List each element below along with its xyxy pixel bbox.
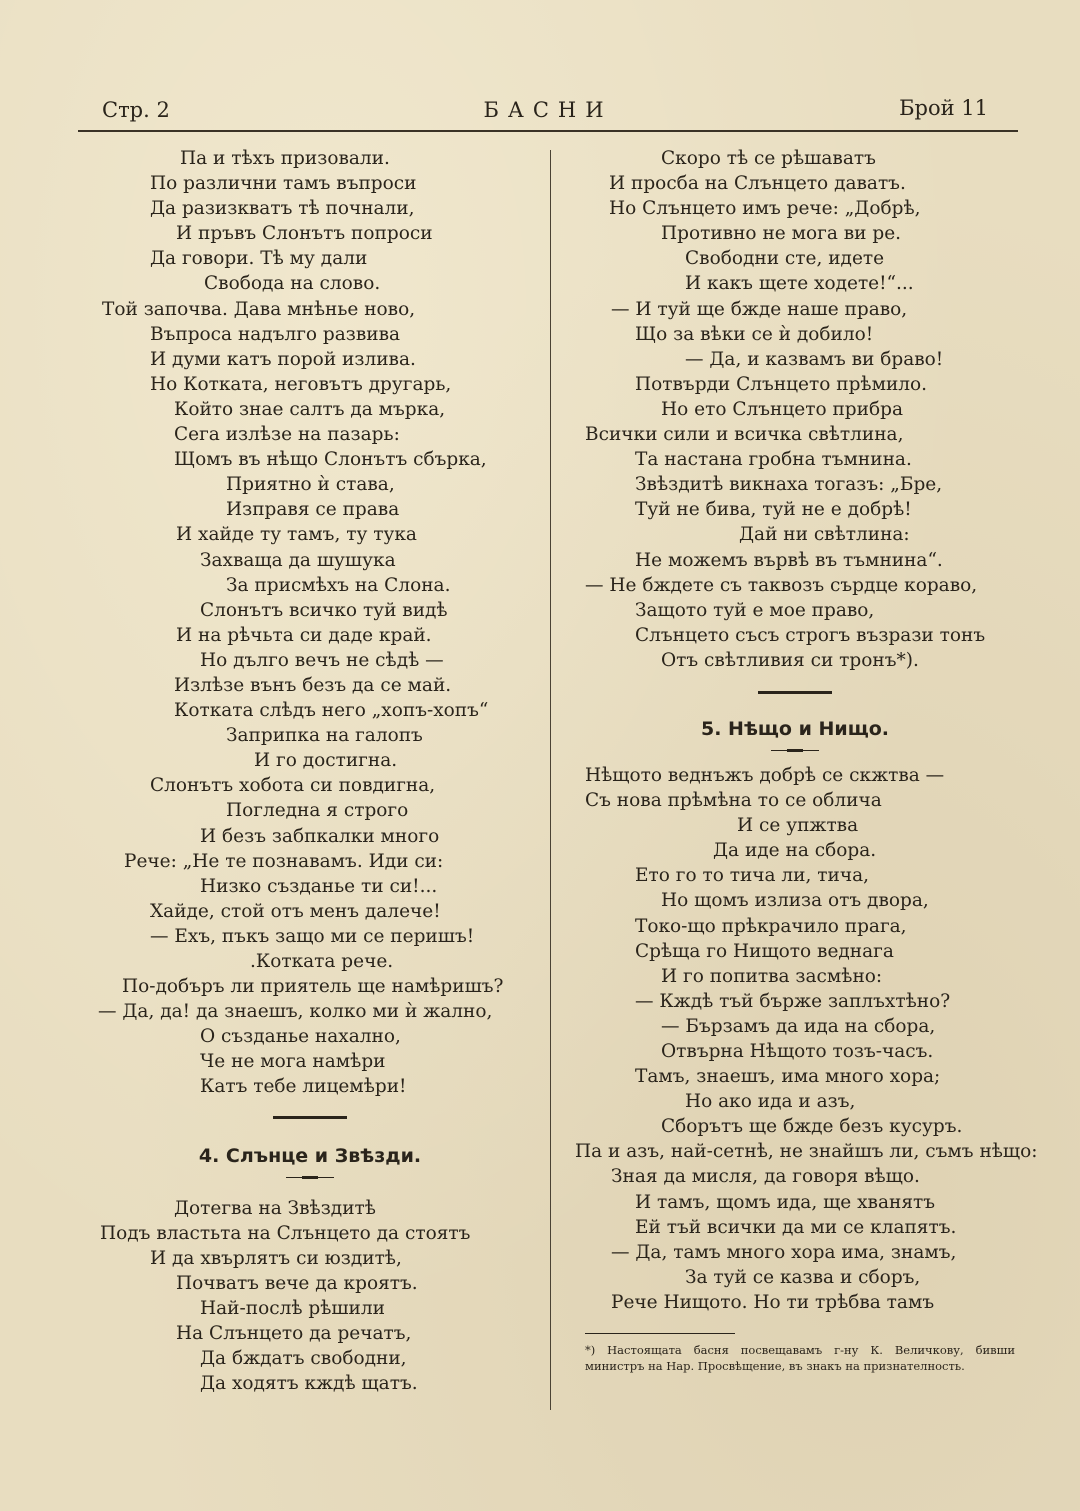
poem-verse-line: — Да, и казвамъ ви браво!	[685, 348, 944, 370]
poem-verse-line: Що за вѣки се ѝ добило!	[635, 323, 874, 345]
poem-verse-line: И се упжтва	[737, 815, 859, 837]
section-heading-something-and-nothing: 5. Нѣщо и Нищо.	[700, 717, 890, 740]
poem-verse-line: Катъ тебе лицемѣри!	[200, 1076, 407, 1098]
sun-and-stars-poem	[90, 1196, 530, 1397]
poem-verse-line: Заприпка на галопъ	[226, 725, 423, 747]
poem-verse-line: — И туй ще бжде наше право,	[611, 298, 908, 320]
poem-verse-line: Почватъ вече да кроятъ.	[176, 1272, 418, 1294]
poem-verse-line: Да иде на сбора.	[713, 840, 877, 862]
something-and-nothing-poem	[575, 763, 1038, 1315]
poem-verse-line: И тамъ, щомъ ида, ще хванятъ	[635, 1191, 936, 1213]
poem-verse-line: Излѣзе вънъ безъ да се май.	[174, 674, 452, 696]
poem-verse-line: Та настана гробна тъмнина.	[635, 449, 912, 471]
poem-verse-line: Да разизкватъ тѣ почнали,	[150, 198, 415, 220]
poem-verse-line: Но ето Слънцето прибра	[661, 398, 903, 420]
poem-verse-line: Потвърди Слънцето прѣмило.	[635, 373, 928, 395]
issue-number-label: Брой 11	[899, 96, 988, 120]
poem-verse-line: Да ходятъ кждѣ щатъ.	[200, 1373, 418, 1395]
heading-ornament	[771, 750, 819, 751]
page-number-label: Стр. 2	[102, 98, 170, 122]
footnote: *) Настоящата басня посвещавамъ г-ну К. Величкову, бивши министръ на Нар. Просвѣщение, въ знакъ на признателность.	[585, 1343, 1015, 1374]
poem-verse-line: Низко създанье ти си!...	[200, 875, 438, 897]
poem-verse-line: Па и азъ, най-сетнѣ, не знайшъ ли, съмъ нѣщо:	[575, 1141, 1038, 1163]
poem-verse-line: О създанье нахално,	[200, 1026, 401, 1048]
poem-verse-line: Че не мога намѣри	[200, 1051, 386, 1073]
poem-verse-line: И хайде ту тамъ, ту тука	[176, 524, 417, 546]
poem-verse-line: Свобода на слово.	[204, 273, 381, 295]
poem-verse-line: И на рѣчьта си даде край.	[176, 624, 432, 646]
poem-verse-line: И какъ щете ходете!“...	[685, 273, 914, 295]
poem-verse-line: По различни тамъ въпроси	[150, 173, 417, 195]
poem-verse-line: Слонътъ всичко туй видѣ	[200, 599, 448, 621]
poem-verse-line: Защото туй е мое право,	[635, 599, 875, 621]
right-poem-block	[575, 146, 1015, 673]
poem-verse-line: За присмѣхъ на Слона.	[226, 574, 451, 596]
poem-verse-line: Да бждатъ свободни,	[200, 1348, 407, 1370]
poem-verse-line: Рече Нищото. Но ти трѣбва тамъ	[611, 1291, 935, 1313]
left-column	[90, 146, 530, 1396]
poem-verse-line: Щомъ въ нѣщо Слонътъ сбърка,	[174, 449, 487, 471]
poem-verse-line: Звѣздитѣ викнаха тогазъ: „Бре,	[635, 474, 943, 496]
poem-verse-line: И пръвъ Слонътъ попроси	[176, 223, 433, 245]
poem-verse-line: Противно не мога ви ре.	[661, 223, 902, 245]
poem-verse-line: Слонътъ хобота си повдигна,	[150, 775, 436, 797]
poem-verse-line: Тамъ, знаешъ, има много хора;	[635, 1066, 941, 1088]
poem-verse-line: И го попитва засмѣно:	[661, 965, 883, 987]
poem-verse-line: Зная да мисля, да говоря вѣщо.	[611, 1166, 920, 1188]
poem-verse-line: Скоро тѣ се рѣшаватъ	[661, 148, 876, 169]
poem-verse-line: Сега излѣзе на пазарь:	[174, 424, 400, 446]
poem-verse-line: И го достигна.	[254, 750, 398, 772]
poem-verse-line: За туй се казва и сборъ,	[685, 1266, 921, 1288]
poem-verse-line: — Ехъ, пъкъ защо ми се перишъ!	[150, 925, 475, 947]
poem-verse-line: Сборътъ ще бжде безъ кусуръ.	[661, 1116, 963, 1138]
heading-ornament	[286, 1177, 334, 1178]
poem-verse-line: Но Котката, неговътъ другарь,	[150, 373, 452, 395]
poem-verse-line: Но дълго вечъ не сѣдѣ —	[200, 649, 444, 671]
poem-verse-line: — Да, тамъ много хора има, знамъ,	[611, 1241, 957, 1263]
poem-verse-line: И да хвърлятъ си юздитѣ,	[150, 1247, 402, 1269]
poem-verse-line: — Бързамъ да ида на сбора,	[661, 1015, 936, 1037]
poem-verse-line: И думи катъ порой излива.	[150, 348, 416, 370]
poem-verse-line: И просба на Слънцето даватъ.	[609, 173, 906, 195]
poem-verse-line: Отъ свѣтливия си тронъ*).	[661, 649, 919, 671]
poem-verse-line: Приятно ѝ става,	[226, 474, 395, 496]
poem-verse-line: Който знае салтъ да мърка,	[174, 398, 446, 420]
poem-verse-line: Па и тѣхъ призовали.	[180, 148, 390, 169]
poem-verse-line: Рече: „Не те познавамъ. Иди си:	[124, 850, 444, 872]
poem-verse-line: .Котката рече.	[250, 951, 394, 972]
poem-verse-line: — Кждѣ тъй бърже заплъхтѣно?	[635, 990, 951, 1012]
poem-verse-line: Но ако ида и азъ,	[685, 1091, 856, 1113]
poem-verse-line: На Слънцето да речатъ,	[176, 1323, 412, 1345]
poem-verse-line: Да говори. Тѣ му дали	[150, 248, 368, 270]
poem-verse-line: Погледна я строго	[226, 800, 409, 822]
poem-verse-line: Но щомъ излиза отъ двора,	[661, 890, 929, 912]
poem-verse-line: — Не бждете съ таквозъ сърдце кораво,	[585, 574, 978, 596]
poem-verse-line: Най-послѣ рѣшили	[200, 1297, 385, 1319]
poem-verse-line: Срѣща го Нищото веднага	[635, 940, 894, 962]
poem-verse-line: Но Слънцето имъ рече: „Добрѣ,	[609, 198, 921, 220]
publication-title: БАСНИ	[483, 98, 613, 122]
poem-verse-line: Токо-що прѣкрачило прага,	[635, 915, 907, 937]
poem-verse-line: И безъ забпкалки много	[200, 825, 440, 847]
right-column	[575, 146, 1038, 1374]
poem-verse-line: — Да, да! да знаешъ, колко ми ѝ жално,	[98, 1001, 493, 1023]
header-rule	[78, 130, 1018, 132]
poem-verse-line: Котката слѣдъ него „хопъ-хопъ“	[174, 700, 489, 722]
poem-verse-line: Нѣщото веднъжъ добрѣ се скжтва —	[585, 764, 945, 786]
poem-verse-line: По-добъръ ли приятель ще намѣришъ?	[122, 976, 504, 998]
poem-verse-line: Отвърна Нѣщото тозъ-часъ.	[661, 1041, 934, 1062]
poem-verse-line: Подъ властьта на Слънцето да стоятъ	[100, 1222, 471, 1244]
poem-verse-line: Не можемъ вървѣ въ тъмнина“.	[635, 549, 943, 571]
poem-verse-line: Ей тъй всички да ми се клапятъ.	[635, 1216, 957, 1238]
poem-verse-line: Съ нова прѣмѣна то се облича	[585, 790, 882, 812]
poem-verse-line: Слънцето съсъ строгъ възрази тонъ	[635, 624, 986, 646]
poem-verse-line: Изправя се права	[226, 499, 400, 521]
poem-verse-line: Туй не бива, туй не е добрѣ!	[635, 499, 912, 521]
poem-verse-line: Дотегва на Звѣздитѣ	[174, 1197, 376, 1219]
poem-verse-line: Въпроса надълго развива	[150, 323, 401, 345]
page-header	[78, 92, 1018, 132]
poem-verse-line: Ето го то тича ли, тича,	[635, 865, 869, 887]
poem-verse-line: Той започва. Дава мнѣнье ново,	[102, 298, 416, 320]
poem-verse-line: Захваща да шушука	[200, 549, 396, 571]
column-divider	[550, 150, 551, 1410]
poem-verse-line: Хайде, стой отъ менъ далече!	[150, 900, 441, 922]
poem-verse-line: Дай ни свѣтлина:	[739, 524, 910, 546]
left-poem-block	[90, 146, 530, 1100]
poem-verse-line: Свободни сте, идете	[685, 248, 885, 270]
section-heading-sun-and-stars: 4. Слънце и Звѣзди.	[198, 1144, 422, 1167]
poem-verse-line: Всички сили и всичка свѣтлина,	[585, 424, 904, 446]
